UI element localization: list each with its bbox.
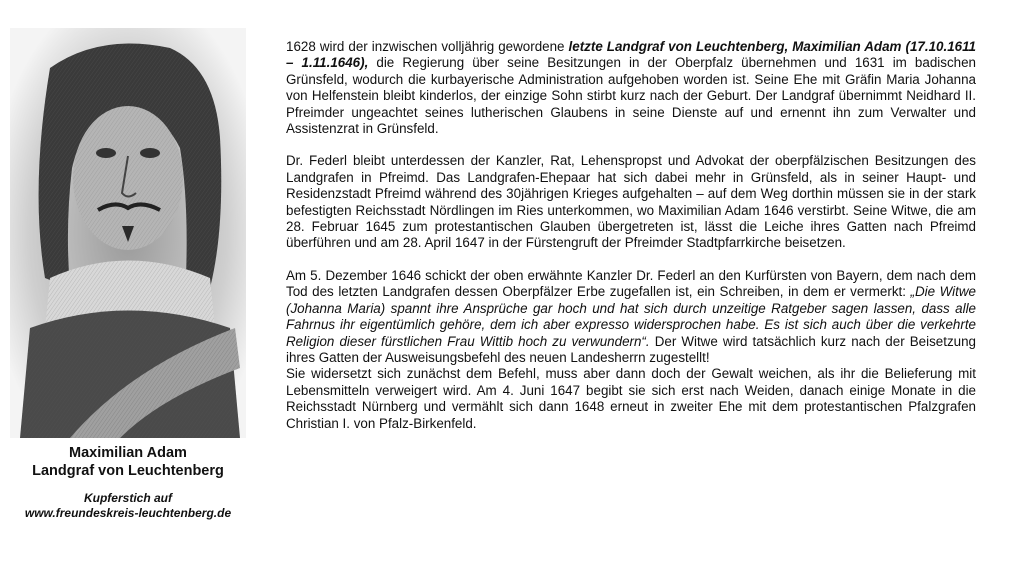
paragraph-3 bbox=[286, 268, 976, 366]
paragraph-3-quote: „Die Witwe (Johanna Maria) spannt ihre Ansprüche gar hoch und hat sich durch unzeitige Ratgeber sagen lassen, dass alle Fahrnus ihr eigentümlich gehöre, dem ich aber expresso widersprochen habe. Es ist sich auch über die verkehrte Religion dieser fürstlichen Frau Wittib hoch zu verwundern“. bbox=[286, 284, 976, 349]
paragraph-1 bbox=[286, 39, 976, 137]
main-text bbox=[286, 39, 976, 448]
caption-name-line2: Landgraf von Leuchtenberg bbox=[32, 463, 224, 479]
paragraph-2: Dr. Federl bleibt unterdessen der Kanzler, Rat, Lehenspropst und Advokat der oberpfälzischen Besitzungen des Landgrafen in Pfreimd. Das Landgrafen-Ehepaar hat sich dabei mehr in Grünsfeld, als in seiner Haupt- und Residenzstadt Pfreimd während des 30jährigen Krieges aufgehalten – auf dem Weg dorthin müssen sie in der stark befestigten Reichsstadt Nördlingen im Ries unterkommen, wo Maximilian Adam 1646 verstirbt. Seine Witwe, die am 28. Februar 1645 zum protestantischen Glauben übergetreten ist, lässt die Leiche ihres Gatten nach Pfreimd überführen und am 28. April 1647 in der Fürstengruft der Pfreimder Stadtpfarrkirche beisetzen. bbox=[286, 153, 976, 251]
portrait-caption-name bbox=[10, 444, 246, 480]
caption-name-line1: Maximilian Adam bbox=[69, 445, 187, 461]
paragraph-3-rest: Der Witwe wird tatsächlich kurz nach der Beisetzung ihres Gatten der Ausweisungsbefehl des neuen Landesherrn zugestellt! bbox=[286, 333, 976, 365]
paragraph-1-highlight: letzte Landgraf von Leuchtenberg, Maximilian Adam (17.10.1611 – 1.11.1646), bbox=[286, 39, 976, 71]
caption-source-line2: www.freundeskreis-leuchtenberg.de bbox=[24, 506, 232, 520]
paragraph-4: Sie widersetzt sich zunächst dem Befehl, muss aber dann doch der Gewalt weichen, als ihr die Belieferung mit Lebensmitteln verweigert wird. Am 4. Juni 1647 begibt sie sich erst nach Weiden, danach einige Monate in die Reichsstadt Nürnberg und vermählt sich dann 1648 erneut in zweiter Ehe mit dem protestantischen Pfalzgrafen Christian I. von Pfalz-Birkenfeld. bbox=[286, 366, 976, 431]
paragraph-1-rest: die Regierung über seine Besitzungen in der Oberpfalz übernehmen und 1631 im badischen Grünsfeld, wodurch die kurbayerische Administration aufgehoben worden ist. Seine Ehe mit Gräfin Maria Johanna von Helfenstein bleibt kinderlos, der einzige Sohn stirbt kurz nach der Geburt. Der Landgraf übernimmt Neidhard II. Pfreimder ungeachtet seines lutherischen Glaubens in seine Dienste auf und ernennt ihn zum Verwalter und Assistenzrat in Grünsfeld. bbox=[286, 55, 976, 137]
paragraph-3-intro: Am 5. Dezember 1646 schickt der oben erwähnte Kanzler Dr. Federl an den Kurfürsten von Bayern, dem nach dem Tod des letzten Landgrafen dessen Oberpfälzer Erbe zugefallen ist, ein Schreiben, in dem er vermerkt: bbox=[286, 267, 976, 300]
paragraph-1-intro: 1628 wird der inzwischen volljährig gewordene bbox=[286, 39, 569, 54]
caption-source-line1: Kupferstich auf bbox=[83, 491, 172, 505]
portrait-caption-source bbox=[10, 491, 246, 521]
portrait-engraving bbox=[10, 28, 246, 438]
